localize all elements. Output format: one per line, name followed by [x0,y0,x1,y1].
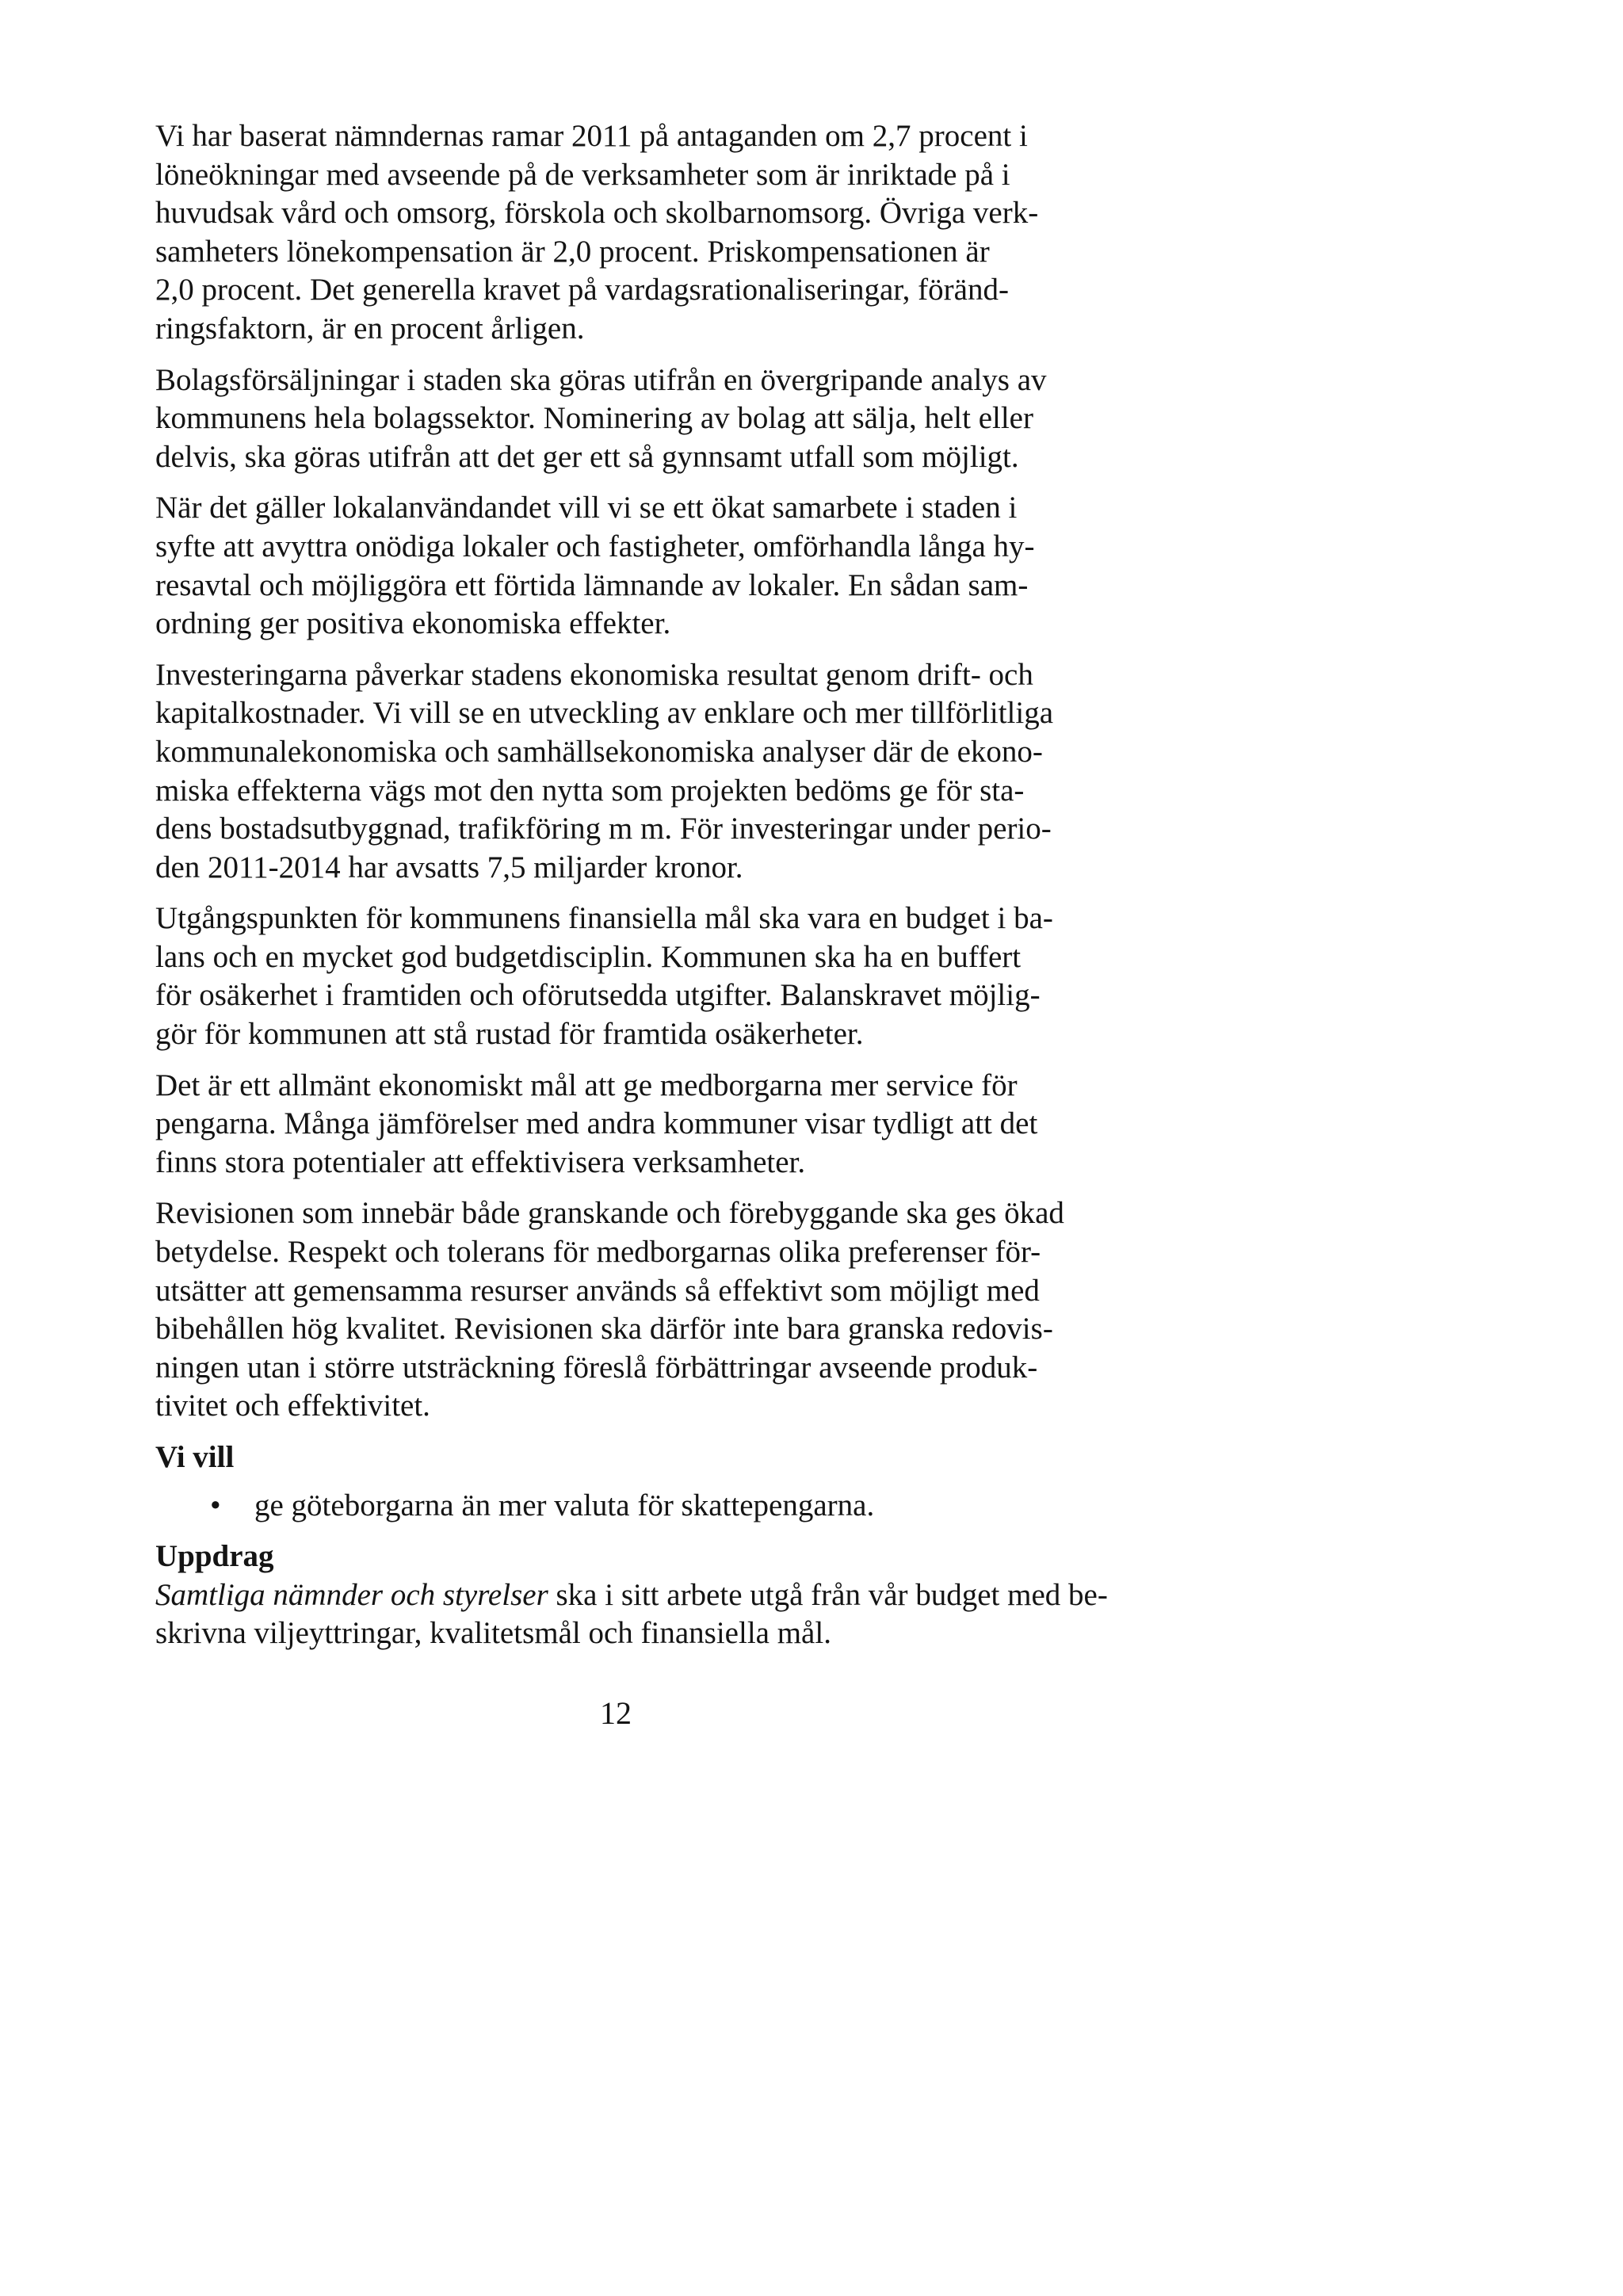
text-line: ordning ger positiva ekonomiska effekter. [155,606,671,641]
text-line: utsätter att gemensamma resurser används så effektivt som möjligt med [155,1273,1040,1308]
italic-lead: Samtliga nämnder och styrelser [155,1577,548,1612]
text-line: syfte att avyttra onödiga lokaler och fastigheter, omförhandla långa hy- [155,529,1035,563]
paragraph-uppdrag [155,1576,1108,1653]
paragraph-salary-assumptions [155,117,1090,349]
text-line: kommunalekonomiska och samhällsekonomiska analyser där de ekono- [155,734,1043,769]
text-line: samheters lönekompensation är 2,0 procent. Priskompensationen är [155,234,990,269]
text-line: Bolagsförsäljningar i staden ska göras utifrån en övergripande analys av [155,362,1047,397]
heading-uppdrag: Uppdrag [155,1539,274,1574]
text-line: för osäkerhet i framtiden och oförutsedda utgifter. Balanskravet möjlig- [155,978,1041,1013]
text-line: ringsfaktorn, är en procent årligen. [155,311,585,346]
paragraph-premises [155,489,1090,643]
text-line: Investeringarna påverkar stadens ekonomiska resultat genom drift- och [155,657,1033,692]
text-line: den 2011-2014 har avsatts 7,5 miljarder kronor. [155,850,743,884]
text-line: bibehållen hög kvalitet. Revisionen ska därför inte bara granska redovis- [155,1312,1053,1347]
text-line: finns stora potentialer att effektivisera verksamheter. [155,1144,806,1179]
paragraph-service-goal [155,1067,1090,1182]
paragraph-financial-goals [155,900,1090,1053]
text-line: kapitalkostnader. Vi vill se en utveckling av enklare och mer tillförlitliga [155,696,1054,731]
text-line: löneökningar med avseende på de verksamheter som är inriktade på i [155,157,1010,192]
text-line: delvis, ska göras utifrån att det ger ett så gynnsamt utfall som möjligt. [155,439,1019,474]
page-body [155,117,1108,1653]
text-line: miska effekterna vägs mot den nytta som projekten bedöms ge för sta- [155,773,1025,808]
text-line: ningen utan i större utsträckning föreslå förbättringar avseende produk- [155,1350,1038,1385]
text-line: Det är ett allmänt ekonomiskt mål att ge medborgarna mer service för [155,1068,1018,1102]
text-line: lans och en mycket god budgetdisciplin. Kommunen ska ha en buffert [155,939,1022,974]
page-number: 12 [600,1695,632,1731]
paragraph-investments [155,656,1090,888]
text-line: 2,0 procent. Det generella kravet på vardagsrationaliseringar, föränd- [155,273,1009,308]
text-line: Revisionen som innebär både granskande och förebyggande ska ges ökad [155,1196,1064,1231]
heading-vi-vill: Vi vill [155,1440,235,1474]
text-line: skrivna viljeyttringar, kvalitetsmål och finansiella mål. [155,1616,831,1651]
text-line: huvudsak vård och omsorg, förskola och skolbarnomsorg. Övriga verk- [155,196,1039,231]
text-line: När det gäller lokalanvändandet vill vi se ett ökat samarbete i staden i [155,491,1018,525]
text-line: tivitet och effektivitet. [155,1389,430,1423]
text-line: dens bostadsutbyggnad, trafikföring m m. För investeringar under perio- [155,812,1052,846]
text-line [155,1576,1108,1615]
list-item [155,1487,1090,1526]
bullet-icon: • [210,1488,221,1522]
text-line: Utgångspunkten för kommunens finansiella mål ska vara en budget i ba- [155,901,1053,936]
paragraph-audit [155,1194,1090,1426]
paragraph-company-sales [155,361,1090,477]
text-line: gör för kommunen att stå rustad för framtida osäkerheter. [155,1017,864,1052]
text-span: ska i sitt arbete utgå från vår budget med be- [548,1577,1108,1612]
text-line: kommunens hela bolagssektor. Nominering av bolag att sälja, helt eller [155,401,1033,436]
text-line: resavtal och möjliggöra ett förtida lämnande av lokaler. En sådan sam- [155,567,1029,602]
text-line: Vi har baserat nämndernas ramar 2011 på antaganden om 2,7 procent i [155,119,1028,153]
text-line: pengarna. Många jämförelser med andra kommuner visar tydligt att det [155,1106,1038,1141]
list-item-text: ge göteborgarna än mer valuta för skattepengarna. [254,1488,875,1522]
bullet-list [155,1487,1090,1526]
text-line: betydelse. Respekt och tolerans för medborgarnas olika preferenser för- [155,1235,1041,1270]
